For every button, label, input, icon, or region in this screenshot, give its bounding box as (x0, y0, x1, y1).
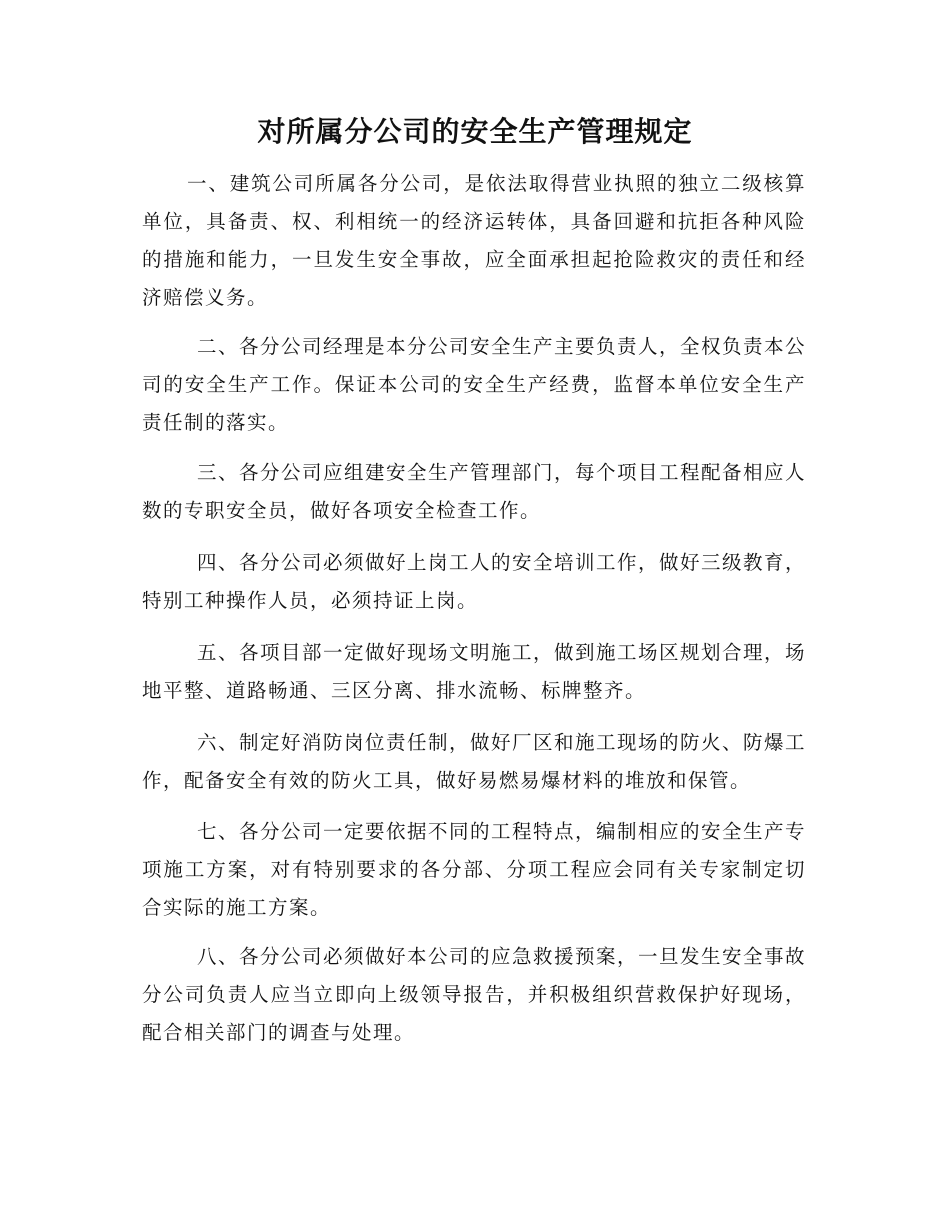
paragraph-3: 三、各分公司应组建安全生产管理部门，每个项目工程配备相应人数的专职安全员，做好各项安全检查工作。 (142, 461, 807, 522)
paragraph-8: 八、各分公司必须做好本公司的应急救援预案，一旦发生安全事故分公司负责人应当立即向上级领导报告，并积极组织营救保护好现场，配合相关部门的调查与处理。 (142, 945, 807, 1044)
paragraph-7: 七、各分公司一定要依据不同的工程特点，编制相应的安全生产专项施工方案，对有特别要求的各分部、分项工程应会同有关专家制定切合实际的施工方案。 (142, 820, 807, 919)
paragraph-2: 二、各分公司经理是本分公司安全生产主要负责人，全权负责本公司的安全生产工作。保证本公司的安全生产经费，监督本单位安全生产责任制的落实。 (142, 335, 807, 434)
paragraph-5: 五、各项目部一定做好现场文明施工，做到施工场区规划合理，场地平整、道路畅通、三区分离、排水流畅、标牌整齐。 (142, 641, 807, 702)
paragraph-4: 四、各分公司必须做好上岗工人的安全培训工作，做好三级教育，特别工种操作人员，必须持证上岗。 (142, 551, 807, 612)
paragraph-6: 六、制定好消防岗位责任制，做好厂区和施工现场的防火、防爆工作，配备安全有效的防火工具，做好易燃易爆材料的堆放和保管。 (142, 731, 807, 792)
document-title: 对所属分公司的安全生产管理规定 (257, 115, 693, 148)
paragraph-1: 一、建筑公司所属各分公司，是依法取得营业执照的独立二级核算单位，具备责、权、利相统一的经济运转体，具备回避和抗拒各种风险的措施和能力，一旦发生安全事故，应全面承担起抢险救灾的责任和经济赔偿义务。 (142, 172, 806, 309)
